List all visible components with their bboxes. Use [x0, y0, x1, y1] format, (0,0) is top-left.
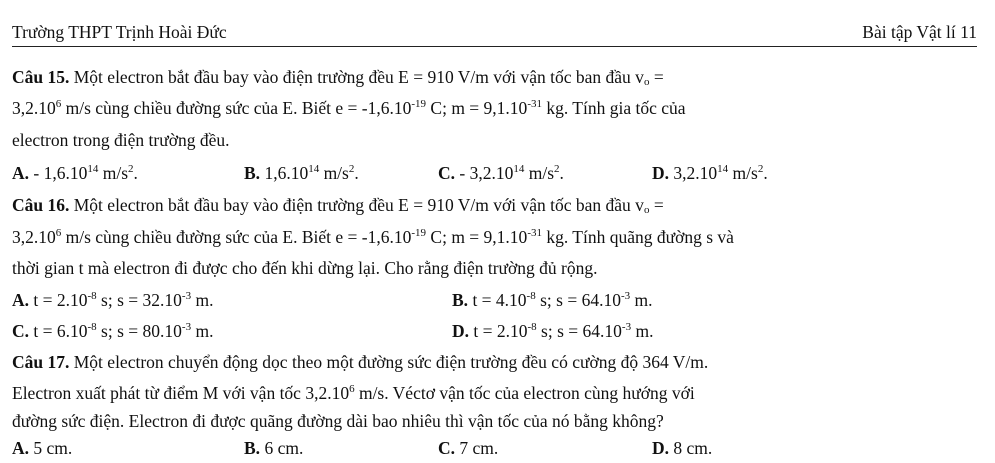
q15-line1: Câu 15. Một electron bắt đầu bay vào điện trường đều E = 910 V/m với vận tốc ban đầu $v_o$ = — [12, 67, 664, 88]
subject-title: Bài tập Vật lí 11 — [862, 22, 977, 42]
q17-line3: đường sức điện. Electron đi được quãng đường dài bao nhiêu thì vận tốc của nó bằng không? — [12, 411, 664, 431]
q15-number: Câu 15. — [12, 67, 70, 87]
q16-line1: Câu 16. Một electron bắt đầu bay vào điện trường đều E = 910 V/m với vận tốc ban đầu $v_o$ = — [12, 195, 664, 216]
q17-option-c[interactable]: C. 7 cm. — [438, 438, 499, 458]
q16-number: Câu 16. — [12, 195, 70, 215]
q15-line3: electron trong điện trường đều. — [12, 130, 230, 150]
q15-option-c[interactable]: C. - 3,2.10$^{14}$ $m/s^2$. — [438, 163, 564, 183]
q16-option-b[interactable]: B. $t = 4.10^{-8}$ s; $s = 64.10^{-3}$ m. — [452, 290, 653, 310]
q15-option-b[interactable]: B. 1,6.10$^{14}$ $m/s^2$. — [244, 163, 359, 183]
q17-option-b[interactable]: B. 6 cm. — [244, 438, 304, 458]
q16-line3: thời gian t mà electron đi được cho đến khi dừng lại. Cho rằng điện trường đủ rộng. — [12, 258, 598, 278]
q15-line2: 3,2.10$^6$ m/s cùng chiều đường sức của E. Biết $e = -1,6.10^{-19}$ C; $m = 9,1.10^{-31}$ kg. Tính gia tốc của — [12, 98, 686, 118]
q16-option-a[interactable]: A. $t = 2.10^{-8}$ s; $s = 32.10^{-3}$ m. — [12, 290, 214, 310]
q17-line1: Câu 17. Một electron chuyển động dọc theo một đường sức điện trường đều có cường độ 364 V/m. — [12, 352, 709, 372]
q17-line2: Electron xuất phát từ điểm M với vận tốc 3,2.10$^6$ m/s. Véctơ vận tốc của electron cùng hướng với — [12, 383, 695, 403]
q15-option-a[interactable]: A. - 1,6.10$^{14}$ $m/s^2$. — [12, 163, 138, 183]
q16-line2: 3,2.10$^6$ m/s cùng chiều đường sức của E. Biết $e = -1,6.10^{-19}$ C; $m = 9,1.10^{-31}$ kg. Tính quãng đường s và — [12, 227, 734, 247]
q17-option-d[interactable]: D. 8 cm. — [652, 438, 713, 458]
q16-option-d[interactable]: D. $t = 2.10^{-8}$ s; $s = 64.10^{-3}$ m. — [452, 321, 654, 341]
q16-option-c[interactable]: C. $t = 6.10^{-8}$ s; $s = 80.10^{-3}$ m. — [12, 321, 214, 341]
page-header — [12, 22, 977, 47]
q15-option-d[interactable]: D. 3,2.10$^{14}$ $m/s^2$. — [652, 163, 768, 183]
school-name: Trường THPT Trịnh Hoài Đức — [12, 22, 227, 42]
q17-option-a[interactable]: A. 5 cm. — [12, 438, 73, 458]
q17-number: Câu 17. — [12, 352, 70, 372]
